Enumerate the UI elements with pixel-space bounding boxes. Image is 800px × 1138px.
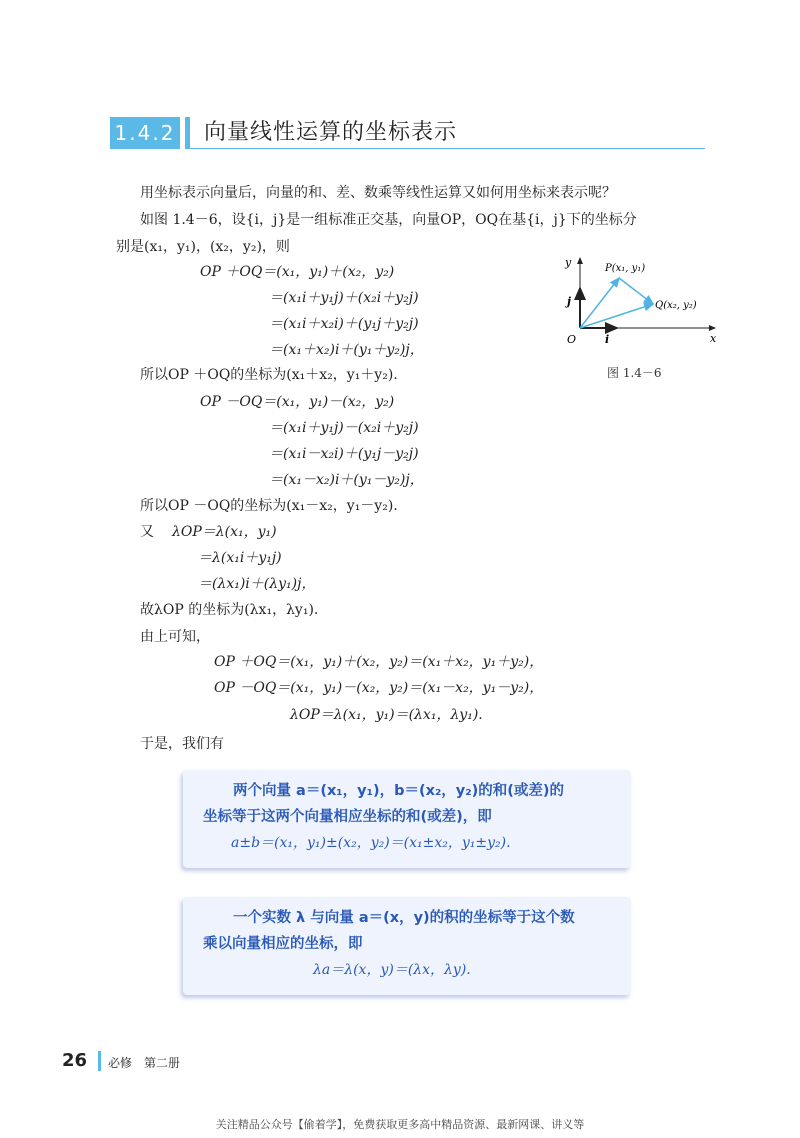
label-y: y bbox=[565, 256, 572, 269]
scalar-eq-2: ＝λ(x₁i＋y₁j) bbox=[198, 550, 282, 566]
box1-line2: 坐标等于这两个向量相应坐标的和(或差)，即 bbox=[203, 809, 492, 825]
bottom-note: 关注精品公众号【偷着学】，免费获取更多高中精品资源、最新网课、讲义等 bbox=[215, 1118, 585, 1131]
figure-caption: 图 1.4－6 bbox=[607, 366, 662, 380]
sum-eq-1: OP ＋OQ＝(x₁，y₁)＋(x₂，y₂) bbox=[200, 264, 395, 280]
sum-eq-2: ＝(x₁i＋y₁j)＋(x₂i＋y₂j) bbox=[269, 290, 419, 306]
label-i: i bbox=[605, 333, 610, 346]
box2-line2: 乘以向量相应的坐标，即 bbox=[203, 936, 363, 952]
sum-eq-3: ＝(x₁i＋x₂i)＋(y₁j＋y₂j) bbox=[269, 316, 419, 332]
vector-oq bbox=[580, 304, 653, 328]
scalar-prefix: 又 bbox=[140, 524, 154, 540]
label-q: Q(x₂, y₂) bbox=[655, 300, 697, 311]
summary-intro: 由上可知， bbox=[140, 629, 210, 645]
section-bar bbox=[185, 117, 190, 149]
diff-eq-2: ＝(x₁i＋y₁j)－(x₂i＋y₂j) bbox=[269, 420, 419, 436]
conclusion-intro: 于是，我们有 bbox=[140, 736, 224, 752]
sum-result: 所以OP ＋OQ的坐标为(x₁＋x₂，y₁＋y₂). bbox=[140, 367, 398, 383]
label-x: x bbox=[710, 332, 717, 345]
theorem-box-scalar bbox=[183, 897, 631, 995]
label-j: j bbox=[567, 295, 571, 308]
footer-bar bbox=[98, 1051, 101, 1071]
paragraph-intro: 用坐标表示向量后，向量的和、差、数乘等线性运算又如何用坐标来表示呢？ bbox=[140, 185, 616, 201]
box2-formula: λa＝λ(x，y)＝(λx，λy). bbox=[313, 962, 471, 978]
diff-eq-1: OP －OQ＝(x₁，y₁)－(x₂，y₂) bbox=[200, 394, 395, 410]
scalar-result: 故λOP 的坐标为(λx₁，λy₁). bbox=[140, 602, 319, 618]
paragraph-basis-1: 如图 1.4－6，设{i，j}是一组标准正交基，向量OP，OQ在基{i，j}下的坐标分 bbox=[140, 212, 637, 228]
summary-eq-3: λOP＝λ(x₁，y₁)＝(λx₁，λy₁). bbox=[290, 707, 483, 723]
scalar-eq-1: λOP＝λ(x₁，y₁) bbox=[172, 524, 277, 540]
section-rule bbox=[190, 148, 705, 149]
page-number: 26 bbox=[62, 1050, 88, 1071]
summary-eq-1: OP ＋OQ＝(x₁，y₁)＋(x₂，y₂)＝(x₁＋x₂，y₁＋y₂)， bbox=[214, 654, 544, 670]
paragraph-basis-2: 别是(x₁，y₁)，(x₂，y₂)，则 bbox=[116, 239, 290, 255]
box2-line1: 一个实数 λ 与向量 a＝(x，y)的积的坐标等于这个数 bbox=[233, 910, 575, 926]
vector-figure bbox=[555, 250, 725, 350]
label-origin: O bbox=[567, 333, 577, 346]
label-p: P(x₁, y₁) bbox=[605, 263, 646, 274]
diff-eq-3: ＝(x₁i－x₂i)＋(y₁j－y₂j) bbox=[269, 446, 419, 462]
box1-line1: 两个向量 a＝(x₁，y₁)，b＝(x₂，y₂)的和(或差)的 bbox=[233, 783, 564, 799]
vector-pq bbox=[619, 278, 653, 304]
sum-eq-4: ＝(x₁＋x₂)i＋(y₁＋y₂)j， bbox=[269, 342, 424, 358]
summary-eq-2: OP －OQ＝(x₁，y₁)－(x₂，y₂)＝(x₁－x₂，y₁－y₂)， bbox=[214, 680, 544, 696]
theorem-box-sum bbox=[183, 770, 631, 868]
book-title: 必修 第二册 bbox=[108, 1056, 181, 1070]
vector-op bbox=[580, 278, 619, 328]
section-title: 向量线性运算的坐标表示 bbox=[204, 120, 458, 145]
section-number: 1.4.2 bbox=[110, 117, 180, 149]
diff-eq-4: ＝(x₁－x₂)i＋(y₁－y₂)j， bbox=[269, 472, 424, 488]
scalar-eq-3: ＝(λx₁)i＋(λy₁)j， bbox=[198, 576, 316, 592]
diff-result: 所以OP －OQ的坐标为(x₁－x₂，y₁－y₂). bbox=[140, 498, 398, 514]
box1-formula: a±b＝(x₁，y₁)±(x₂，y₂)＝(x₁±x₂，y₁±y₂). bbox=[231, 835, 511, 851]
